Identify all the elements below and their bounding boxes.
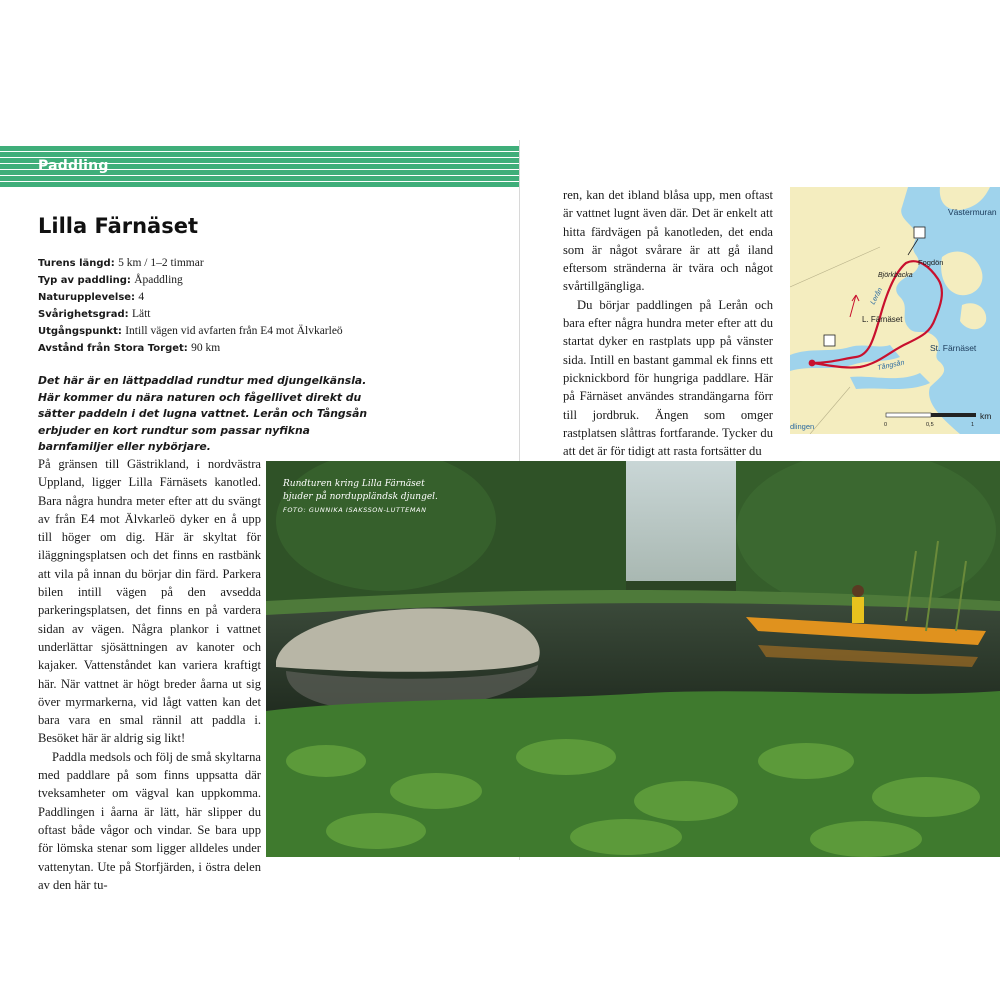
map-label-bjorkbacka: Björkbacka [878, 272, 913, 279]
fact-row [38, 289, 498, 306]
fact-label: Naturupplevelse: [38, 292, 136, 303]
body-paragraph: Du börjar paddlingen på Lerån och bara efter några hundra meter efter att du startat dyker en rastplats upp på vänster sida. Intill en bastant gammal ek finns ett picknickbord för hungriga paddlare. Här på Färnäset användes strandängarna förr till jordbruk. Ängen som omger rastplatsen slåttras fortfarande. Tycker du att det är för tidigt att rasta fortsätter du [563, 297, 773, 459]
fact-row [38, 255, 498, 272]
fact-label: Avstånd från Stora Torget: [38, 343, 188, 354]
body-paragraph: Paddla medsols och följ de små skyltarna med paddlare på som finns uppsatta där tveksamheter om vägval kan uppkomma. Paddlingen i åarna är lätt, här slipper du oftast både vågor och vindar. Se bara upp för lömska stenar som ligger alldeles under vattenytan. Ute på Storfjärden, i östra delen av den här tu- [38, 749, 261, 892]
fact-value: 90 km [191, 342, 221, 354]
fact-value: Lätt [131, 308, 151, 320]
fact-value: Åpaddling [134, 274, 183, 286]
viewpoint-icon [914, 227, 925, 238]
picnic-icon [824, 335, 835, 346]
fact-row [38, 306, 498, 323]
body-paragraph: På gränsen till Gästrikland, i nordvästra Uppland, ligger Lilla Färnäsets kanotled. Bara några hundra meter efter att du svängt av från E4 mot Älvkarleö dyker en å upp till höger om dig. Här är skyltat för iläggningsplatsen och det finns en rastbänk att vila på innan du börjar din färd. Parkera bilen intill vägen på den avsedda parkeringsplatsen, det finns en på vardera sidan av vägen. Några plankor i vattnet underlättar sjösättningen av kanoter och kajaker. Vattenståndet kan variera kraftigt här. När vattnet är högt breder åarna ut sig över myrmarkerna, vid lågt vatten kan det bara vara en smal rännil att paddla i. Besöket här är aldrig sig likt! [38, 457, 261, 746]
fact-label: Svårighetsgrad: [38, 309, 129, 320]
fact-label: Utgångspunkt: [38, 326, 122, 337]
fact-label: Turens längd: [38, 258, 115, 269]
map-scale-bar-segment [886, 413, 931, 417]
photo-sky [626, 461, 746, 581]
body-column-right [563, 186, 773, 460]
map-label-st-farnaset: St. Färnäset [930, 343, 977, 353]
fact-value: Intill vägen vid avfarten från E4 mot Älvkarleö [125, 325, 343, 337]
photo-credit: FOTO: GUNNIKA ISAKSSON-LUTTEMAN [283, 506, 427, 514]
photo-paddler [852, 597, 864, 623]
fact-row [38, 272, 498, 289]
section-label: Paddling [38, 158, 109, 174]
map-label-leran: Lerån [869, 286, 885, 306]
map-label-fogdon: Fogdön [918, 258, 944, 267]
body-paragraph: ren, kan det ibland blåsa upp, men oftast är vattnet lugnt även där. Det är enkelt att hitta färdvägen på kanotleden, det enda som är något svårare är att gå iland eftersom stränderna är tvära och något svårtillgängliga. [563, 188, 773, 294]
map-scale-unit: km [980, 411, 992, 421]
fact-value: 4 [138, 291, 145, 303]
body-column-left [38, 455, 261, 894]
map-scale-one: 1 [971, 422, 975, 428]
map-scale-zero: 0 [884, 422, 888, 428]
fact-value: 5 km / 1–2 timmar [118, 257, 204, 269]
article-title: Lilla Färnäset [38, 214, 199, 238]
kayak-photo [266, 461, 1000, 857]
map-label-l-farnaset: L. Färnäset [862, 315, 903, 324]
route-map [790, 187, 1000, 434]
map-scale-mid: 0,5 [926, 422, 934, 428]
map-label-edge: dlingen [790, 422, 815, 431]
photo-paddler-head [852, 585, 864, 597]
intro-paragraph: Det här är en lättpaddlad rundtur med djungelkänsla. Här kommer du nära naturen och fågellivet direkt du sätter paddeln i det lugna vattnet. Lerån och Tångsån erbjuder en kort rundtur som passar nyfikna barnfamiljer eller nybörjare. [38, 374, 368, 453]
fact-row [38, 323, 498, 340]
photo-caption: Rundturen kring Lilla Färnäset bjuder på norduppländsk djungel. [283, 479, 438, 502]
route-facts [38, 255, 498, 357]
fact-row [38, 340, 498, 357]
map-label-vastermuran: Västermuran [948, 207, 997, 217]
fact-label: Typ av paddling: [38, 275, 131, 286]
map-start-marker [809, 360, 816, 367]
map-scale-bar-segment [931, 413, 976, 417]
map-label-tangsan: Tångsån [876, 359, 906, 372]
